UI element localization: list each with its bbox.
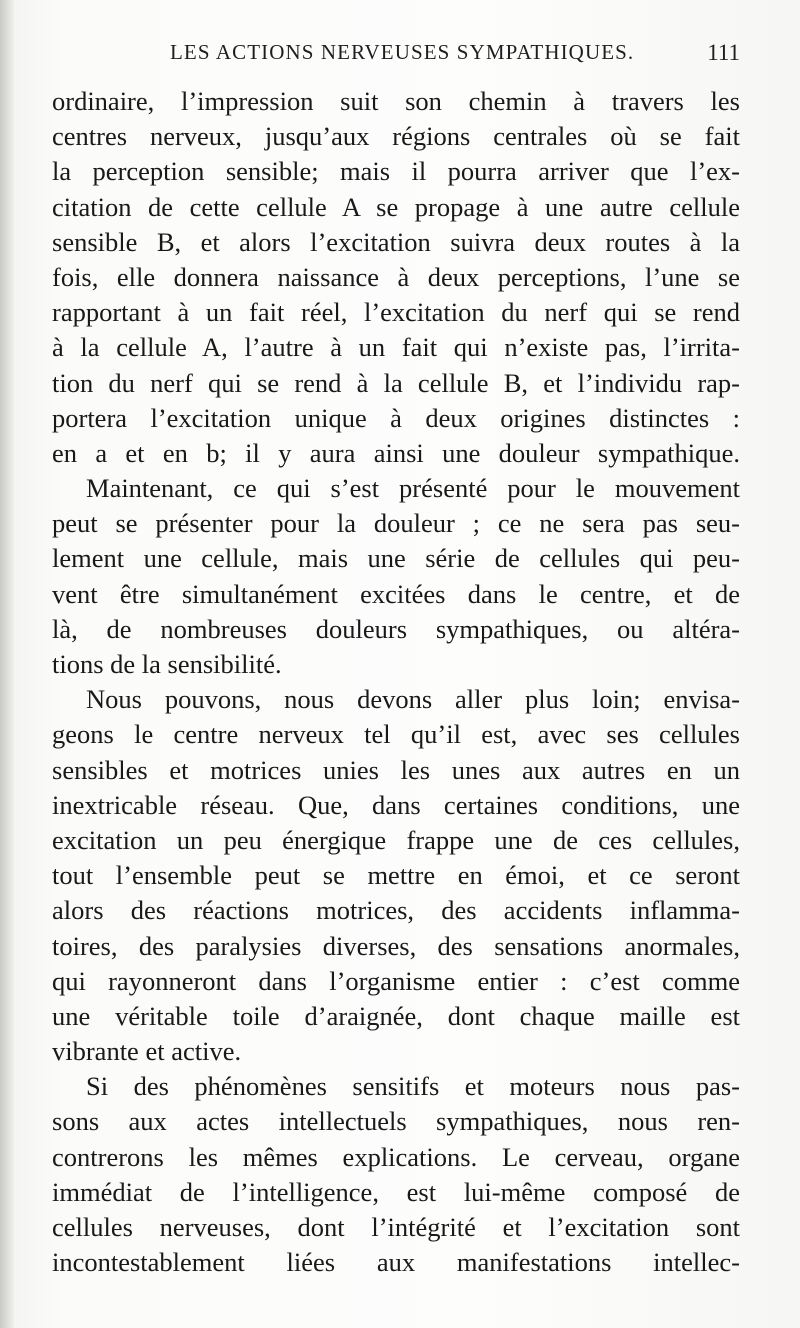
running-title: LES ACTIONS NERVEUSES SYMPATHIQUES. — [170, 40, 635, 64]
text-line: sensibles et motrices unies les unes aux autres en un — [52, 754, 740, 785]
text-line: là, de nombreuses douleurs sympathiques, ou altéra- — [52, 613, 740, 644]
text-line: tions de la sensibilité. — [52, 649, 282, 679]
text-line: vent être simultanément excitées dans le centre, et de — [52, 578, 740, 609]
text-line: tion du nerf qui se rend à la cellule B, et l’individu rap- — [52, 367, 740, 398]
text-line: geons le centre nerveux tel qu’il est, avec ses cellules — [52, 719, 740, 750]
body-text — [52, 84, 740, 1280]
running-head — [170, 40, 740, 80]
text-line: toires, des paralysies diverses, des sensations anormales, — [52, 930, 740, 961]
text-line: centres nerveux, jusqu’aux régions centrales où se fait — [52, 121, 740, 152]
text-line: incontestablement liées aux manifestations intellec- — [52, 1247, 740, 1278]
text-line: fois, elle donnera naissance à deux perceptions, l’une se — [52, 261, 740, 292]
text-line: ordinaire, l’impression suit son chemin à travers les — [52, 86, 740, 116]
text-line: contrerons les mêmes explications. Le cerveau, organe — [52, 1141, 740, 1172]
text-line: Maintenant, ce qui s’est présenté pour le mouvement — [86, 473, 740, 504]
text-line: peut se présenter pour la douleur ; ce ne sera pas seu- — [52, 508, 740, 539]
page-number: 111 — [707, 40, 740, 65]
text-line: cellules nerveuses, dont l’intégrité et l’excitation sont — [52, 1212, 740, 1242]
text-line: sensible B, et alors l’excitation suivra deux routes à la — [52, 226, 740, 257]
text-line: inextricable réseau. Que, dans certaines conditions, une — [52, 789, 740, 820]
text-line: immédiat de l’intelligence, est lui-même composé de — [52, 1176, 740, 1207]
text-line: rapportant à un fait réel, l’excitation du nerf qui se rend — [52, 297, 740, 328]
text-line: la perception sensible; mais il pourra arriver que l’ex- — [52, 156, 740, 187]
text-line: lement une cellule, mais une série de cellules qui peu- — [52, 543, 740, 574]
text-line: tout l’ensemble peut se mettre en émoi, et ce seront — [52, 860, 740, 891]
page-edge-shadow — [0, 0, 14, 1328]
text-line: en a et en b; il y aura ainsi une douleur sympathique. — [52, 437, 740, 468]
text-line: vibrante et active. — [52, 1036, 242, 1067]
text-line: alors des réactions motrices, des accidents inflamma- — [52, 895, 740, 926]
text-line: une véritable toile d’araignée, dont chaque maille est — [52, 1000, 740, 1031]
text-line: citation de cette cellule A se propage à une autre cellule — [52, 191, 740, 222]
text-line: portera l’excitation unique à deux origines distinctes : — [52, 402, 740, 433]
text-line: sons aux actes intellectuels sympathiques, nous ren- — [52, 1106, 740, 1137]
text-line: qui rayonneront dans l’organisme entier : c’est comme — [52, 965, 740, 996]
text-line: Nous pouvons, nous devons aller plus loin; envisa- — [86, 684, 740, 715]
text-line: à la cellule A, l’autre à un fait qui n’existe pas, l’irrita- — [52, 332, 740, 363]
text-line: Si des phénomènes sensitifs et moteurs nous pas- — [86, 1071, 740, 1102]
text-line: excitation un peu énergique frappe une de ces cellules, — [52, 824, 740, 855]
